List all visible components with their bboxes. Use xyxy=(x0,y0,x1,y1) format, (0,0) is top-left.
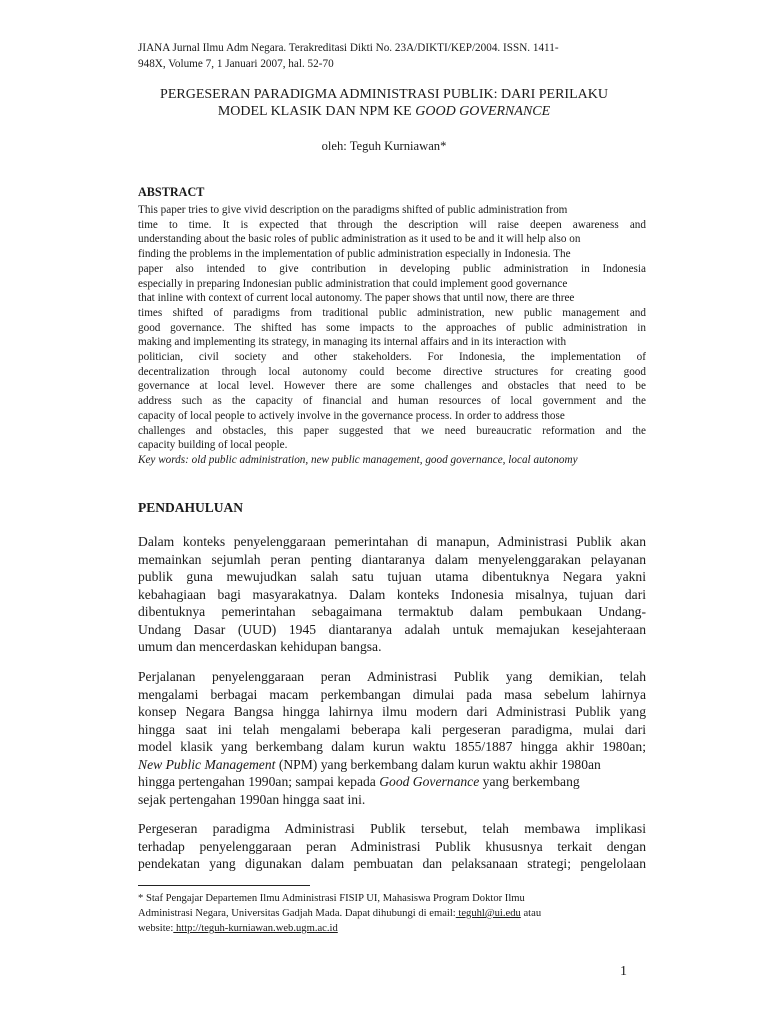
abstract-line: address such as the capacity of financial and human resources of local government and the xyxy=(138,395,646,408)
footnote-line: * Staf Pengajar Departemen Ilmu Administrasi FISIP UI, Mahasiswa Program Doktor Ilmu xyxy=(138,893,525,904)
title-line-2-text: MODEL KLASIK DAN NPM KE xyxy=(217,104,416,119)
italic-term: New Public Management xyxy=(138,756,276,772)
body-line: sejak pertengahan 1990an hingga saat ini. xyxy=(138,791,366,807)
abstract-line: good governance. The shifted has some impacts to the approaches of public administration in xyxy=(138,321,646,334)
body-line: konsep Negara Bangsa hingga lahirnya ilmu modern dari Administrasi Publik yang xyxy=(138,704,646,719)
abstract-line: This paper tries to give vivid description on the paradigms shifted of public administration from xyxy=(138,204,568,216)
abstract-line: finding the problems in the implementation of public administration especially in Indonesia. The xyxy=(138,248,571,261)
paragraph-1 xyxy=(138,533,646,656)
author-byline: oleh: Teguh Kurniawan* xyxy=(321,139,447,153)
body-line: kebahagiaan bagi masyarakatnya. Dalam konteks Indonesia misalnya, tujuan dari xyxy=(138,586,646,602)
body-line: Pergeseran paradigma Administrasi Publik tersebut, telah membawa implikasi xyxy=(138,821,646,836)
paper-title xyxy=(138,86,630,120)
body-text: yang berkembang xyxy=(479,774,580,789)
title-italic: GOOD GOVERNANCE xyxy=(415,104,551,119)
abstract-line: challenges and obstacles, this paper suggested that we need bureaucratic reformation and the xyxy=(138,424,646,437)
footnote xyxy=(138,891,646,936)
abstract-line: capacity of local people to actively involve in the governance process. In order to address those xyxy=(138,409,565,422)
body-line: model klasik yang berkembang dalam kurun waktu 1855/1887 hingga akhir 1980an; xyxy=(138,739,646,754)
title-line-1: PERGESERAN PARADIGMA ADMINISTRASI PUBLIK: DARI PERILAKU xyxy=(160,87,608,102)
email-link[interactable]: teguhl@ui.edu xyxy=(455,908,521,919)
website-link[interactable]: http://teguh-kurniawan.web.ugm.ac.id xyxy=(173,923,338,934)
body-line: Dalam konteks penyelenggaraan pemerintahan di manapun, Administrasi Publik akan xyxy=(138,534,646,549)
footnote-line xyxy=(138,906,646,921)
footnote-text: website: xyxy=(138,923,174,934)
footnote-line xyxy=(138,921,646,936)
footnote-text: atau xyxy=(520,908,542,919)
abstract-line: politician, civil society and other stakeholders. For Indonesia, the implementation of xyxy=(138,351,646,364)
abstract-heading: ABSTRACT xyxy=(138,185,205,199)
body-line: hingga saat ini telah mengalami beberapa kali pergeseran paradigma, mulai dari xyxy=(138,721,646,737)
body-line: Undang Dasar (UUD) 1945 diantaranya adalah untuk memajukan kesejahteraan xyxy=(138,621,646,637)
body-line: dibentuknya pemerintahan sebagaimana termaktub dalam pembukaan Undang- xyxy=(138,604,646,619)
abstract-line: time to time. It is expected that through the description will raise deepen awareness and xyxy=(138,218,646,231)
abstract-line: making and implementing its strategy, in managing its internal affairs and in its interaction with xyxy=(138,336,567,349)
abstract-body xyxy=(138,203,646,468)
paragraph-2 xyxy=(138,668,646,808)
abstract-line: governance at local level. However there are some challenges and obstacles that need to be xyxy=(138,380,646,393)
journal-line: 948X, Volume 7, 1 Januari 2007, hal. 52-70 xyxy=(138,58,334,70)
body-line: mengalami berbagai macam perkembangan dimulai pada masa sebelum lahirnya xyxy=(138,686,646,702)
body-line: umum dan mencerdaskan kehidupan bangsa. xyxy=(138,639,382,654)
abstract-line: paper also intended to give contribution in developing public administration in Indonesia xyxy=(138,262,646,275)
body-text: hingga pertengahan 1990an; sampai kepada xyxy=(138,774,380,789)
body-line xyxy=(138,756,646,774)
page-number: 1 xyxy=(620,964,627,979)
paragraph-3 xyxy=(138,820,646,873)
abstract-line: understanding about the basic roles of public administration as it used to be and it will help also on xyxy=(138,233,581,246)
body-line: publik guna mewujudkan salah satu tujuan utama dibentuknya Negara yakni xyxy=(138,569,646,584)
section-heading: PENDAHULUAN xyxy=(138,500,244,515)
abstract-line: times shifted of paradigms from traditional public administration, new public management and xyxy=(138,306,646,319)
title-line-2 xyxy=(138,103,630,120)
footnote-divider xyxy=(138,885,310,886)
keywords: Key words: old public administration, new public management, good governance, local autonomy xyxy=(138,453,578,466)
body-text: (NPM) yang berkembang dalam kurun waktu akhir 1980an xyxy=(275,756,601,772)
journal-line: JIANA Jurnal Ilmu Adm Negara. Terakreditasi Dikti No. 23A/DIKTI/KEP/2004. ISSN. 1411- xyxy=(138,42,559,54)
journal-citation xyxy=(138,40,638,72)
body-line: terhadap penyelenggaraan peran Administrasi Publik khususnya terkait dengan xyxy=(138,838,646,854)
footnote-text: Administrasi Negara, Universitas Gadjah Mada. Dapat dihubungi di email: xyxy=(138,908,456,919)
abstract-line: that inline with context of current local autonomy. The paper shows that until now, there are three xyxy=(138,292,575,305)
abstract-line: decentralization through local autonomy could become directive structures for creating good xyxy=(138,365,646,378)
body-line: pendekatan yang digunakan dalam pembuatan dan pelaksanaan strategi; pengelolaan xyxy=(138,856,646,871)
abstract-line: especially in preparing Indonesian public administration that could implement good governance xyxy=(138,277,568,290)
body-line: memainkan sejumlah peran penting diantaranya dalam menyelenggarakan pelayanan xyxy=(138,551,646,567)
body-line: Perjalanan penyelenggaraan peran Administrasi Publik yang demikian, telah xyxy=(138,669,646,684)
abstract-line: capacity building of local people. xyxy=(138,439,288,452)
body-line xyxy=(138,773,646,791)
italic-term: Good Governance xyxy=(379,774,480,789)
